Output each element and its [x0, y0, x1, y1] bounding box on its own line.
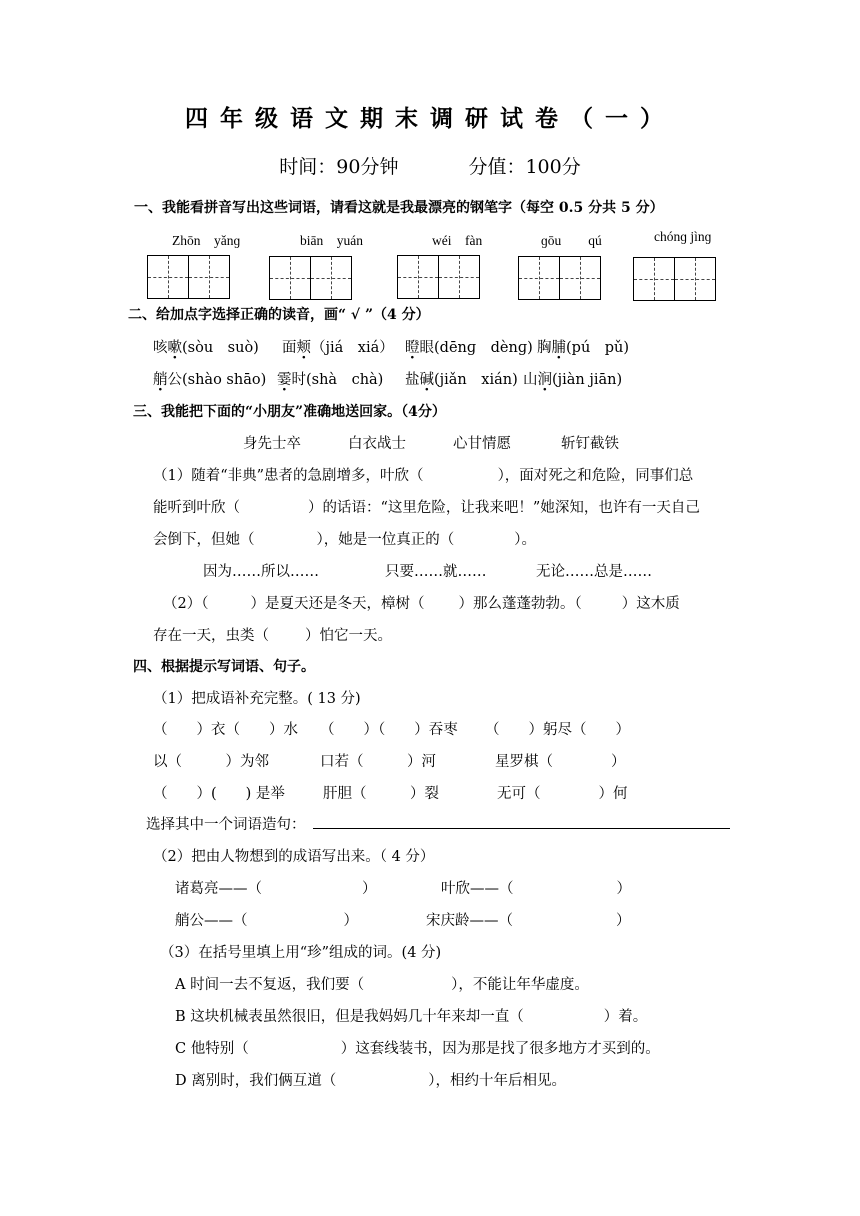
question-4-2: （2）把由人物想到的成语写出来。（ 4 分）	[153, 849, 435, 865]
zhen-item-c: C 他特别（ ）这套线装书，因为那是找了很多地方才买到的。	[175, 1041, 660, 1057]
reading-item[interactable]: 霎时(shà chà)	[277, 372, 384, 388]
idiom-item[interactable]: 口若（ ）河	[320, 754, 436, 770]
reading-item[interactable]: 山涧(jiàn jiān)	[523, 372, 623, 388]
question-4-1: （1）把成语补充完整。( 13 分)	[153, 691, 361, 707]
idiom-item[interactable]: （ ）衣（ ）水	[153, 722, 298, 738]
sentence-answer-line[interactable]	[313, 828, 730, 829]
pinyin-2: biān yuán	[300, 233, 363, 248]
idiom-item[interactable]: （ ）（ ）吞枣	[320, 722, 458, 738]
person-item[interactable]: 艄公——（ ）	[175, 913, 358, 929]
passage-1-line-1: （1）随着“非典”患者的急剧增多，叶欣（ ），面对死之和危险，同事们总	[153, 468, 694, 484]
conj-option: 因为……所以……	[203, 564, 319, 580]
passage-1-line-3: 会倒下，但她（ ），她是一位真正的（ ）。	[153, 532, 536, 548]
writing-grid-3[interactable]	[397, 255, 480, 299]
pinyin-3: wéi fàn	[432, 233, 483, 248]
word-option: 心甘情愿	[453, 436, 511, 452]
writing-grid-4[interactable]	[518, 256, 601, 300]
idiom-item[interactable]: 星罗棋（ ）	[495, 754, 626, 770]
writing-grid-2[interactable]	[269, 256, 352, 300]
idiom-item[interactable]: （ ）躬尽（ ）	[485, 722, 630, 738]
section-2-heading: 二、给加点字选择正确的读音，画“ √ ”（4 分）	[128, 307, 430, 323]
person-item[interactable]: 诸葛亮——（ ）	[175, 881, 377, 897]
reading-item[interactable]: 盐碱(jiǎn xián)	[405, 372, 518, 388]
zhen-item-d: D 离别时，我们俩互道（ ），相约十年后相见。	[175, 1073, 566, 1089]
passage-1-line-2: 能听到叶欣（ ）的话语：“这里危险，让我来吧！”她深知，也许有一天自己	[153, 500, 700, 516]
word-option: 斩钉截铁	[561, 436, 619, 452]
exam-info	[0, 152, 860, 179]
conj-option: 只要……就……	[385, 564, 487, 580]
section-1-heading: 一、我能看拼音写出这些词语，请看这就是我最漂亮的钢笔字（每空 0.5 分共 5 分）	[134, 200, 664, 216]
pinyin-1: Zhōn yǎnɡ	[172, 233, 241, 248]
exam-score: 分值：100分	[468, 156, 581, 178]
person-item[interactable]: 宋庆龄——（ ）	[426, 913, 631, 929]
reading-item[interactable]: 艄公(shào shāo)	[153, 372, 267, 388]
question-4-3: （3）在括号里填上用“珍”组成的词。(4 分)	[160, 945, 442, 961]
section-4-heading: 四、根据提示写词语、句子。	[133, 659, 315, 675]
writing-grid-5[interactable]	[633, 257, 716, 301]
passage-2-line-2: 存在一天，虫类（ ）怕它一天。	[153, 628, 392, 644]
idiom-item[interactable]: （ ）( ) 是举	[153, 786, 285, 802]
reading-item[interactable]: 咳嗽(sòu suò)	[153, 340, 259, 356]
idiom-item[interactable]: 无可（ ）何	[497, 786, 628, 802]
writing-grid-1[interactable]	[147, 255, 230, 299]
passage-2-line-1: （2）（ ）是夏天还是冬天，樟树（ ）那么蓬蓬勃勃。（ ）这木质	[163, 596, 680, 612]
conj-option: 无论……总是……	[536, 564, 652, 580]
reading-item[interactable]: 瞪眼(dēnɡ dènɡ)	[405, 340, 533, 356]
section-3-heading: 三、我能把下面的“小朋友”准确地送回家。（4分）	[133, 404, 446, 420]
zhen-item-b: B 这块机械表虽然很旧，但是我妈妈几十年来却一直（ ）着。	[175, 1009, 648, 1025]
exam-time: 时间：90分钟	[279, 156, 399, 178]
word-option: 身先士卒	[243, 436, 301, 452]
word-option: 白衣战士	[348, 436, 406, 452]
zhen-item-a: A 时间一去不复返，我们要（ ），不能让年华虚度。	[175, 977, 589, 993]
idiom-item[interactable]: 以（ ）为邻	[153, 754, 269, 770]
idiom-item[interactable]: 肝胆（ ）裂	[323, 786, 439, 802]
pinyin-4: ɡōu qú	[541, 233, 602, 248]
person-item[interactable]: 叶欣——（ ）	[441, 881, 631, 897]
sentence-prompt: 选择其中一个词语造句：	[146, 817, 306, 833]
reading-item[interactable]: 胸脯(pú pǔ)	[537, 340, 630, 356]
page-title: 四年级语文期末调研试卷（一）	[185, 105, 675, 132]
reading-item[interactable]: 面颊（jiá xiá）	[282, 340, 394, 356]
pinyin-5: chónɡ jìnɡ	[654, 229, 712, 244]
